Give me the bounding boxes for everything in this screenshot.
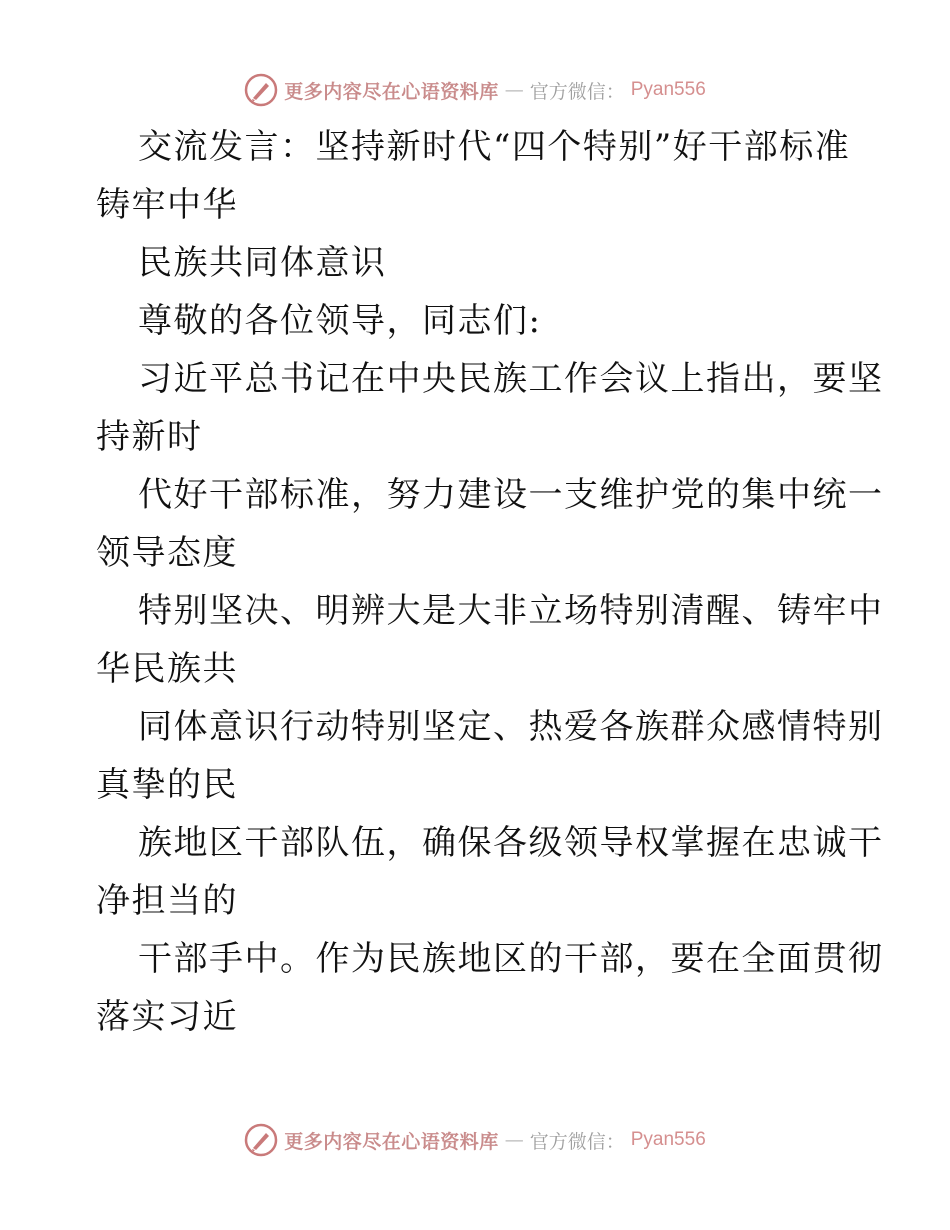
pen-logo-icon <box>244 1123 278 1157</box>
text-line: 交流发言：坚持新时代“四个特别”好干部标准 <box>138 127 851 167</box>
text-line: 特别坚决、明辨大是大非立场特别清醒、铸牢中 <box>138 591 884 631</box>
text-line: 净担当的 <box>96 881 238 921</box>
text-line: 习近平总书记在中央民族工作会议上指出，要坚 <box>138 359 884 399</box>
watermark-id: Pyan556 <box>630 1129 706 1150</box>
watermark-sub: 官方微信： <box>529 1130 625 1153</box>
pen-logo-icon <box>244 73 278 107</box>
text-line: 干部手中。作为民族地区的干部，要在全面贯彻 <box>138 939 884 979</box>
text-line: 持新时 <box>96 417 203 457</box>
text-line: 代好干部标准，努力建设一支维护党的集中统一 <box>138 475 884 515</box>
text-line: 落实习近 <box>96 997 238 1037</box>
watermark-id: Pyan556 <box>630 79 706 100</box>
text-line: 民族共同体意识 <box>138 243 387 283</box>
header-watermark <box>0 70 950 110</box>
text-line: 真挚的民 <box>96 765 238 805</box>
watermark-text: 更多内容尽在心语资料库 <box>284 1130 499 1153</box>
watermark-dash: — <box>504 1129 524 1151</box>
text-line: 铸牢中华 <box>96 185 238 225</box>
watermark-dash: — <box>504 79 524 101</box>
text-line: 族地区干部队伍，确保各级领导权掌握在忠诚干 <box>138 823 884 863</box>
document-body <box>96 118 884 1046</box>
text-line: 同体意识行动特别坚定、热爱各族群众感情特别 <box>138 707 884 747</box>
text-line: 华民族共 <box>96 649 238 689</box>
watermark-text: 更多内容尽在心语资料库 <box>284 80 499 103</box>
text-line: 尊敬的各位领导，同志们: <box>138 301 542 341</box>
watermark-sub: 官方微信： <box>529 80 625 103</box>
text-line: 领导态度 <box>96 533 238 573</box>
footer-watermark <box>0 1120 950 1160</box>
